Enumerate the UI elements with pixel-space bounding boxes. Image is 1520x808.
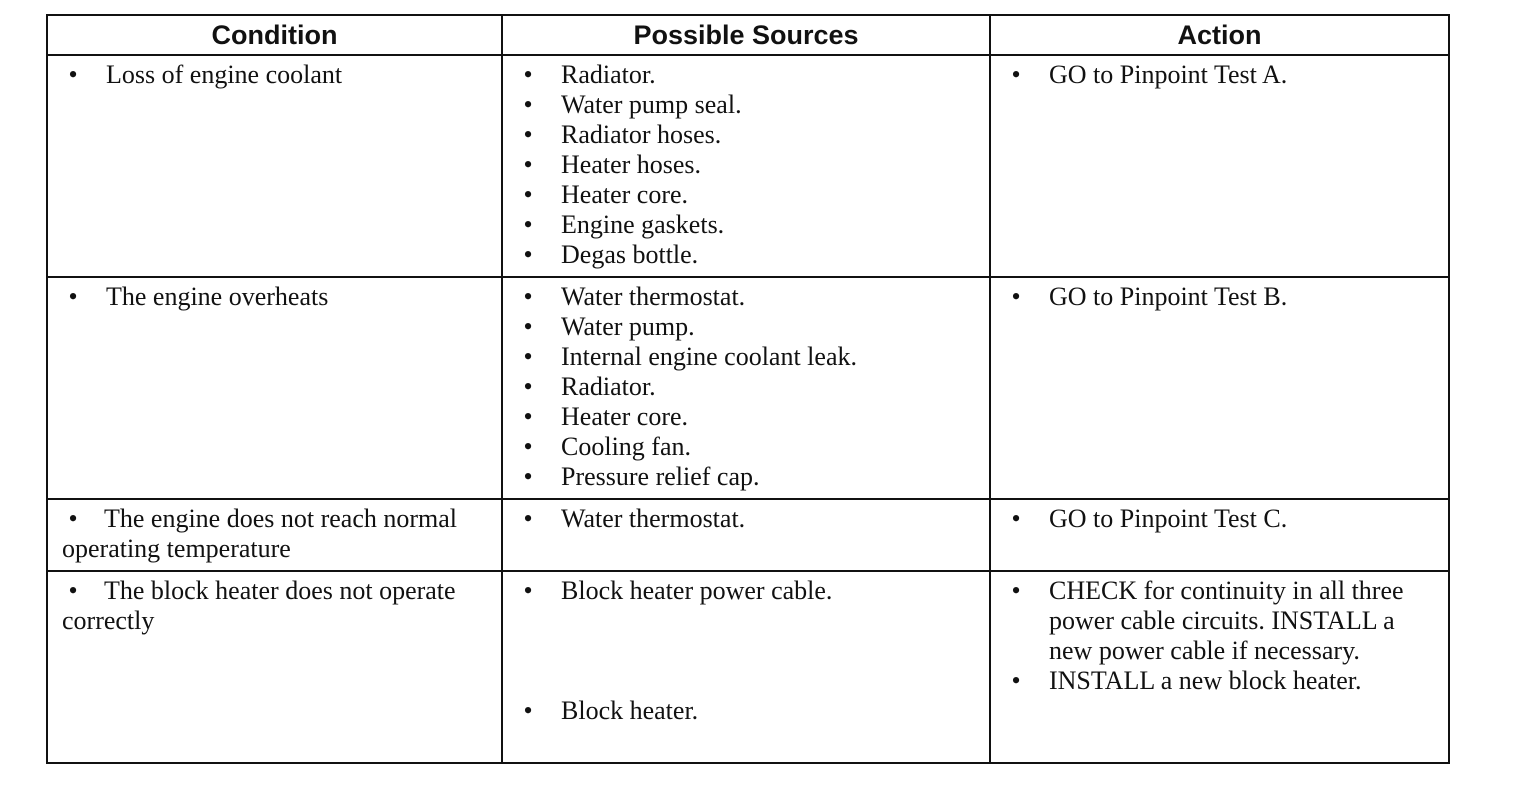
table-row	[47, 55, 1449, 277]
source-text: Water pump seal.	[561, 90, 742, 119]
source-text: Block heater power cable.	[561, 576, 833, 605]
source-text: Degas bottle.	[561, 240, 699, 269]
bullet-icon: •	[523, 240, 533, 269]
condition-text: The block heater does not operate correctly	[62, 576, 456, 635]
bullet-icon: •	[523, 312, 533, 341]
sources-cell	[502, 499, 990, 571]
bullet-icon: •	[1011, 282, 1021, 311]
bullet-icon: •	[1011, 576, 1021, 605]
list-item	[1005, 666, 1440, 696]
action-cell	[990, 277, 1449, 499]
source-text: Block heater.	[561, 696, 699, 725]
source-text: Internal engine coolant leak.	[561, 342, 857, 371]
bullet-icon: •	[523, 90, 533, 119]
condition-cell	[47, 277, 502, 499]
bullet-icon: •	[523, 60, 533, 89]
list-item	[517, 282, 981, 312]
list-item	[62, 504, 493, 564]
bullet-icon: •	[523, 342, 533, 371]
table-row	[47, 571, 1449, 763]
list-item	[517, 576, 981, 606]
bullet-icon: •	[523, 402, 533, 431]
bullet-icon: •	[523, 180, 533, 209]
list-item	[62, 576, 493, 636]
list-item	[517, 462, 981, 492]
list-item	[517, 150, 981, 180]
source-text: Heater hoses.	[561, 150, 702, 179]
source-text: Radiator.	[561, 372, 656, 401]
bullet-icon: •	[1011, 60, 1021, 89]
source-text: Heater core.	[561, 402, 689, 431]
bullet-icon: •	[523, 372, 533, 401]
list-item	[517, 90, 981, 120]
bullet-icon: •	[523, 462, 533, 491]
source-text: Heater core.	[561, 180, 689, 209]
table-row	[47, 277, 1449, 499]
list-item	[517, 696, 981, 726]
source-text: Water thermostat.	[561, 282, 746, 311]
action-text: GO to Pinpoint Test A.	[1049, 60, 1288, 89]
list-item	[517, 210, 981, 240]
condition-cell	[47, 571, 502, 763]
condition-cell	[47, 55, 502, 277]
list-item	[517, 372, 981, 402]
action-text: CHECK for continuity in all three power cable circuits. INSTALL a new power cable if necessary.	[1049, 576, 1404, 665]
sources-cell	[502, 277, 990, 499]
source-text: Pressure relief cap.	[561, 462, 760, 491]
source-text: Radiator.	[561, 60, 656, 89]
list-item	[517, 180, 981, 210]
sources-cell	[502, 571, 990, 763]
list-item	[517, 402, 981, 432]
bullet-icon: •	[68, 504, 78, 533]
action-cell	[990, 499, 1449, 571]
list-item	[517, 312, 981, 342]
condition-text: The engine overheats	[106, 282, 329, 311]
bullet-icon: •	[523, 504, 533, 533]
bullet-icon: •	[523, 576, 533, 605]
bullet-icon: •	[523, 432, 533, 461]
source-text: Water thermostat.	[561, 504, 746, 533]
bullet-icon: •	[1011, 504, 1021, 533]
bullet-icon: •	[523, 282, 533, 311]
condition-cell	[47, 499, 502, 571]
bullet-icon: •	[523, 696, 533, 725]
source-text: Radiator hoses.	[561, 120, 722, 149]
sources-cell	[502, 55, 990, 277]
list-item	[1005, 576, 1440, 666]
table-row	[47, 499, 1449, 571]
list-item	[62, 282, 493, 312]
list-item	[517, 240, 981, 270]
list-item	[62, 60, 493, 90]
condition-text: Loss of engine coolant	[106, 60, 343, 89]
list-item	[517, 504, 981, 534]
action-text: INSTALL a new block heater.	[1049, 666, 1362, 695]
bullet-icon: •	[1011, 666, 1021, 695]
list-item	[517, 60, 981, 90]
list-item	[517, 432, 981, 462]
bullet-icon: •	[523, 210, 533, 239]
bullet-icon: •	[523, 150, 533, 179]
condition-text: The engine does not reach normal operating temperature	[62, 504, 458, 563]
source-text: Engine gaskets.	[561, 210, 725, 239]
bullet-icon: •	[68, 282, 78, 311]
header-condition: Condition	[47, 15, 502, 55]
header-possible-sources: Possible Sources	[502, 15, 990, 55]
list-item	[1005, 60, 1440, 90]
bullet-icon: •	[523, 120, 533, 149]
diagnostic-table	[46, 14, 1450, 764]
source-text: Water pump.	[561, 312, 695, 341]
list-item	[517, 342, 981, 372]
action-cell	[990, 571, 1449, 763]
action-cell	[990, 55, 1449, 277]
list-item	[1005, 282, 1440, 312]
header-row	[47, 15, 1449, 55]
source-text: Cooling fan.	[561, 432, 691, 461]
list-item	[1005, 504, 1440, 534]
action-text: GO to Pinpoint Test B.	[1049, 282, 1288, 311]
bullet-icon: •	[68, 576, 78, 605]
bullet-icon: •	[68, 60, 78, 89]
action-text: GO to Pinpoint Test C.	[1049, 504, 1288, 533]
list-item	[517, 120, 981, 150]
header-action: Action	[990, 15, 1449, 55]
